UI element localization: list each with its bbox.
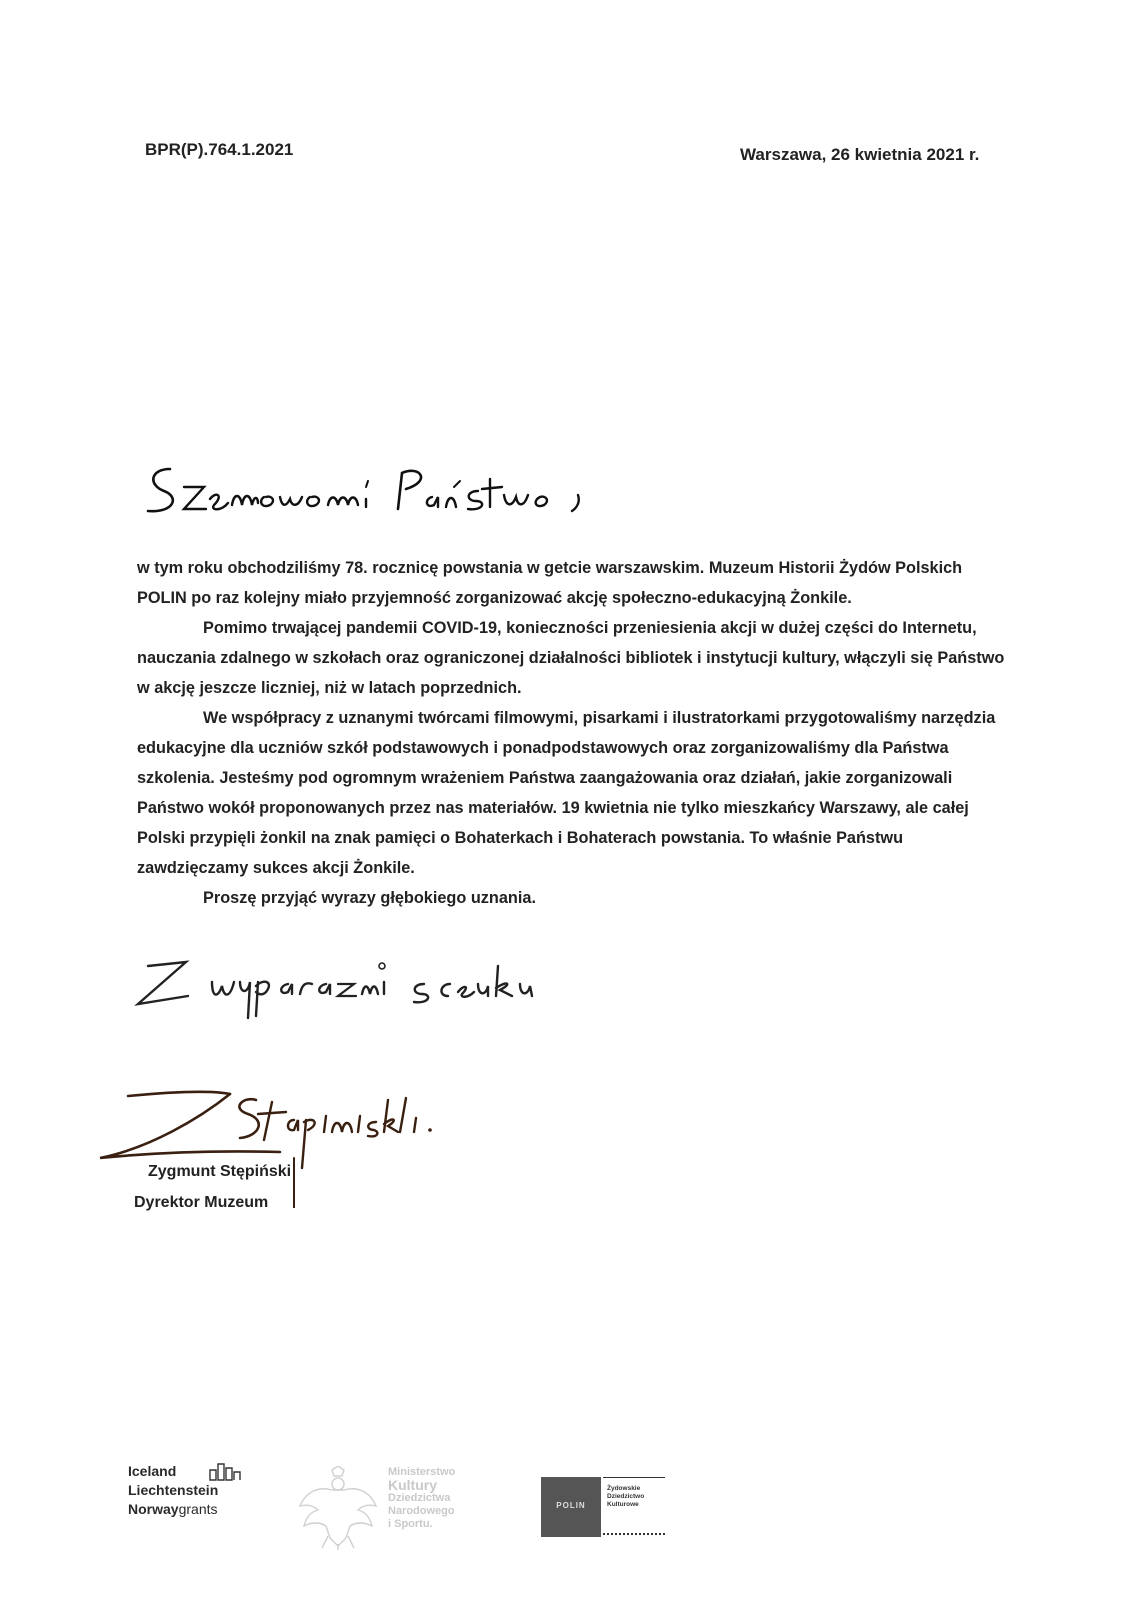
eea-norway: Norway <box>128 1501 179 1517</box>
signer-title: Dyrektor Muzeum <box>134 1194 269 1211</box>
eea-grants-icon <box>208 1462 244 1482</box>
reference-number: BPR(P).764.1.2021 <box>145 140 294 159</box>
signer-name: Zygmunt Stępiński <box>148 1163 292 1180</box>
polish-eagle-icon <box>298 1466 378 1550</box>
handwritten-closing <box>128 948 568 1038</box>
ministry-line-3: Dziedzictwa <box>388 1492 451 1504</box>
letter-date: Warszawa, 26 kwietnia 2021 r. <box>740 145 980 164</box>
ministry-line-1: Ministerstwo <box>388 1466 456 1478</box>
ministry-line-4: Narodowego <box>388 1505 455 1517</box>
polin-dotted-line <box>603 1531 665 1535</box>
polin-box <box>541 1477 601 1537</box>
paragraph-1: w tym roku obchodziliśmy 78. rocznicę powstania w getcie warszawskim. Muzeum Historii Żydów Polskich POLIN po raz kolejny miało przyjemność zorganizować akcję społeczno-edukacyjną Żonkile. <box>137 559 963 607</box>
paragraph-4: Proszę przyjąć wyrazy głębokiego uznania. <box>203 889 536 907</box>
letter-body <box>137 553 1005 913</box>
polin-line-2: Dziedzictwo <box>607 1493 645 1500</box>
eea-grants: grants <box>178 1501 218 1517</box>
eea-line-3 <box>128 1500 258 1519</box>
ministry-text <box>388 1466 455 1531</box>
polin-box-label: POLIN <box>556 1501 586 1510</box>
handwritten-greeting <box>140 455 600 525</box>
polin-heritage-text <box>607 1485 667 1509</box>
paragraph-2: Pomimo trwającej pandemii COVID-19, konieczności przeniesienia akcji w dużej części do Internetu, nauczania zdalnego w szkołach oraz ograniczonej działalności bibliotek i instytucji kultury, włączyli się Państwo w akcję jeszcze liczniej, niż w latach poprzednich. <box>137 619 1005 697</box>
eea-line-1: Iceland <box>128 1463 177 1479</box>
ministry-of-culture-logo <box>298 1466 488 1556</box>
ministry-line-2: Kultury <box>388 1477 437 1493</box>
ministry-line-5: i Sportu. <box>388 1518 433 1530</box>
polin-line-1: Żydowskie <box>607 1485 641 1492</box>
handwritten-signature <box>80 1088 480 1208</box>
paragraph-3: We współpracy z uznanymi twórcami filmowymi, pisarkami i ilustratorkami przygotowaliśmy narzędzia edukacyjne dla uczniów szkół podstawowych i ponadpodstawowych oraz zorganizowaliśmy dla Państwa szkolenia. Jesteśmy pod ogromnym wrażeniem Państwa zaangażowania oraz działań, jakie zorganizowali Państwo wokół proponowanych przez nas materiałów. 19 kwietnia nie tylko mieszkańcy Warszawy, ale całej Polski przypięli żonkil na znak pamięci o Bohaterkach i Bohaterach powstania. To właśnie Państwu zawdzięczamy sukces akcji Żonkile. <box>137 709 996 877</box>
polin-heritage-logo <box>541 1477 671 1537</box>
eea-line-2: Liechtenstein <box>128 1482 219 1498</box>
polin-divider <box>603 1477 665 1478</box>
eea-norway-grants-logo <box>128 1462 258 1542</box>
polin-line-3: Kulturowe <box>607 1501 639 1508</box>
